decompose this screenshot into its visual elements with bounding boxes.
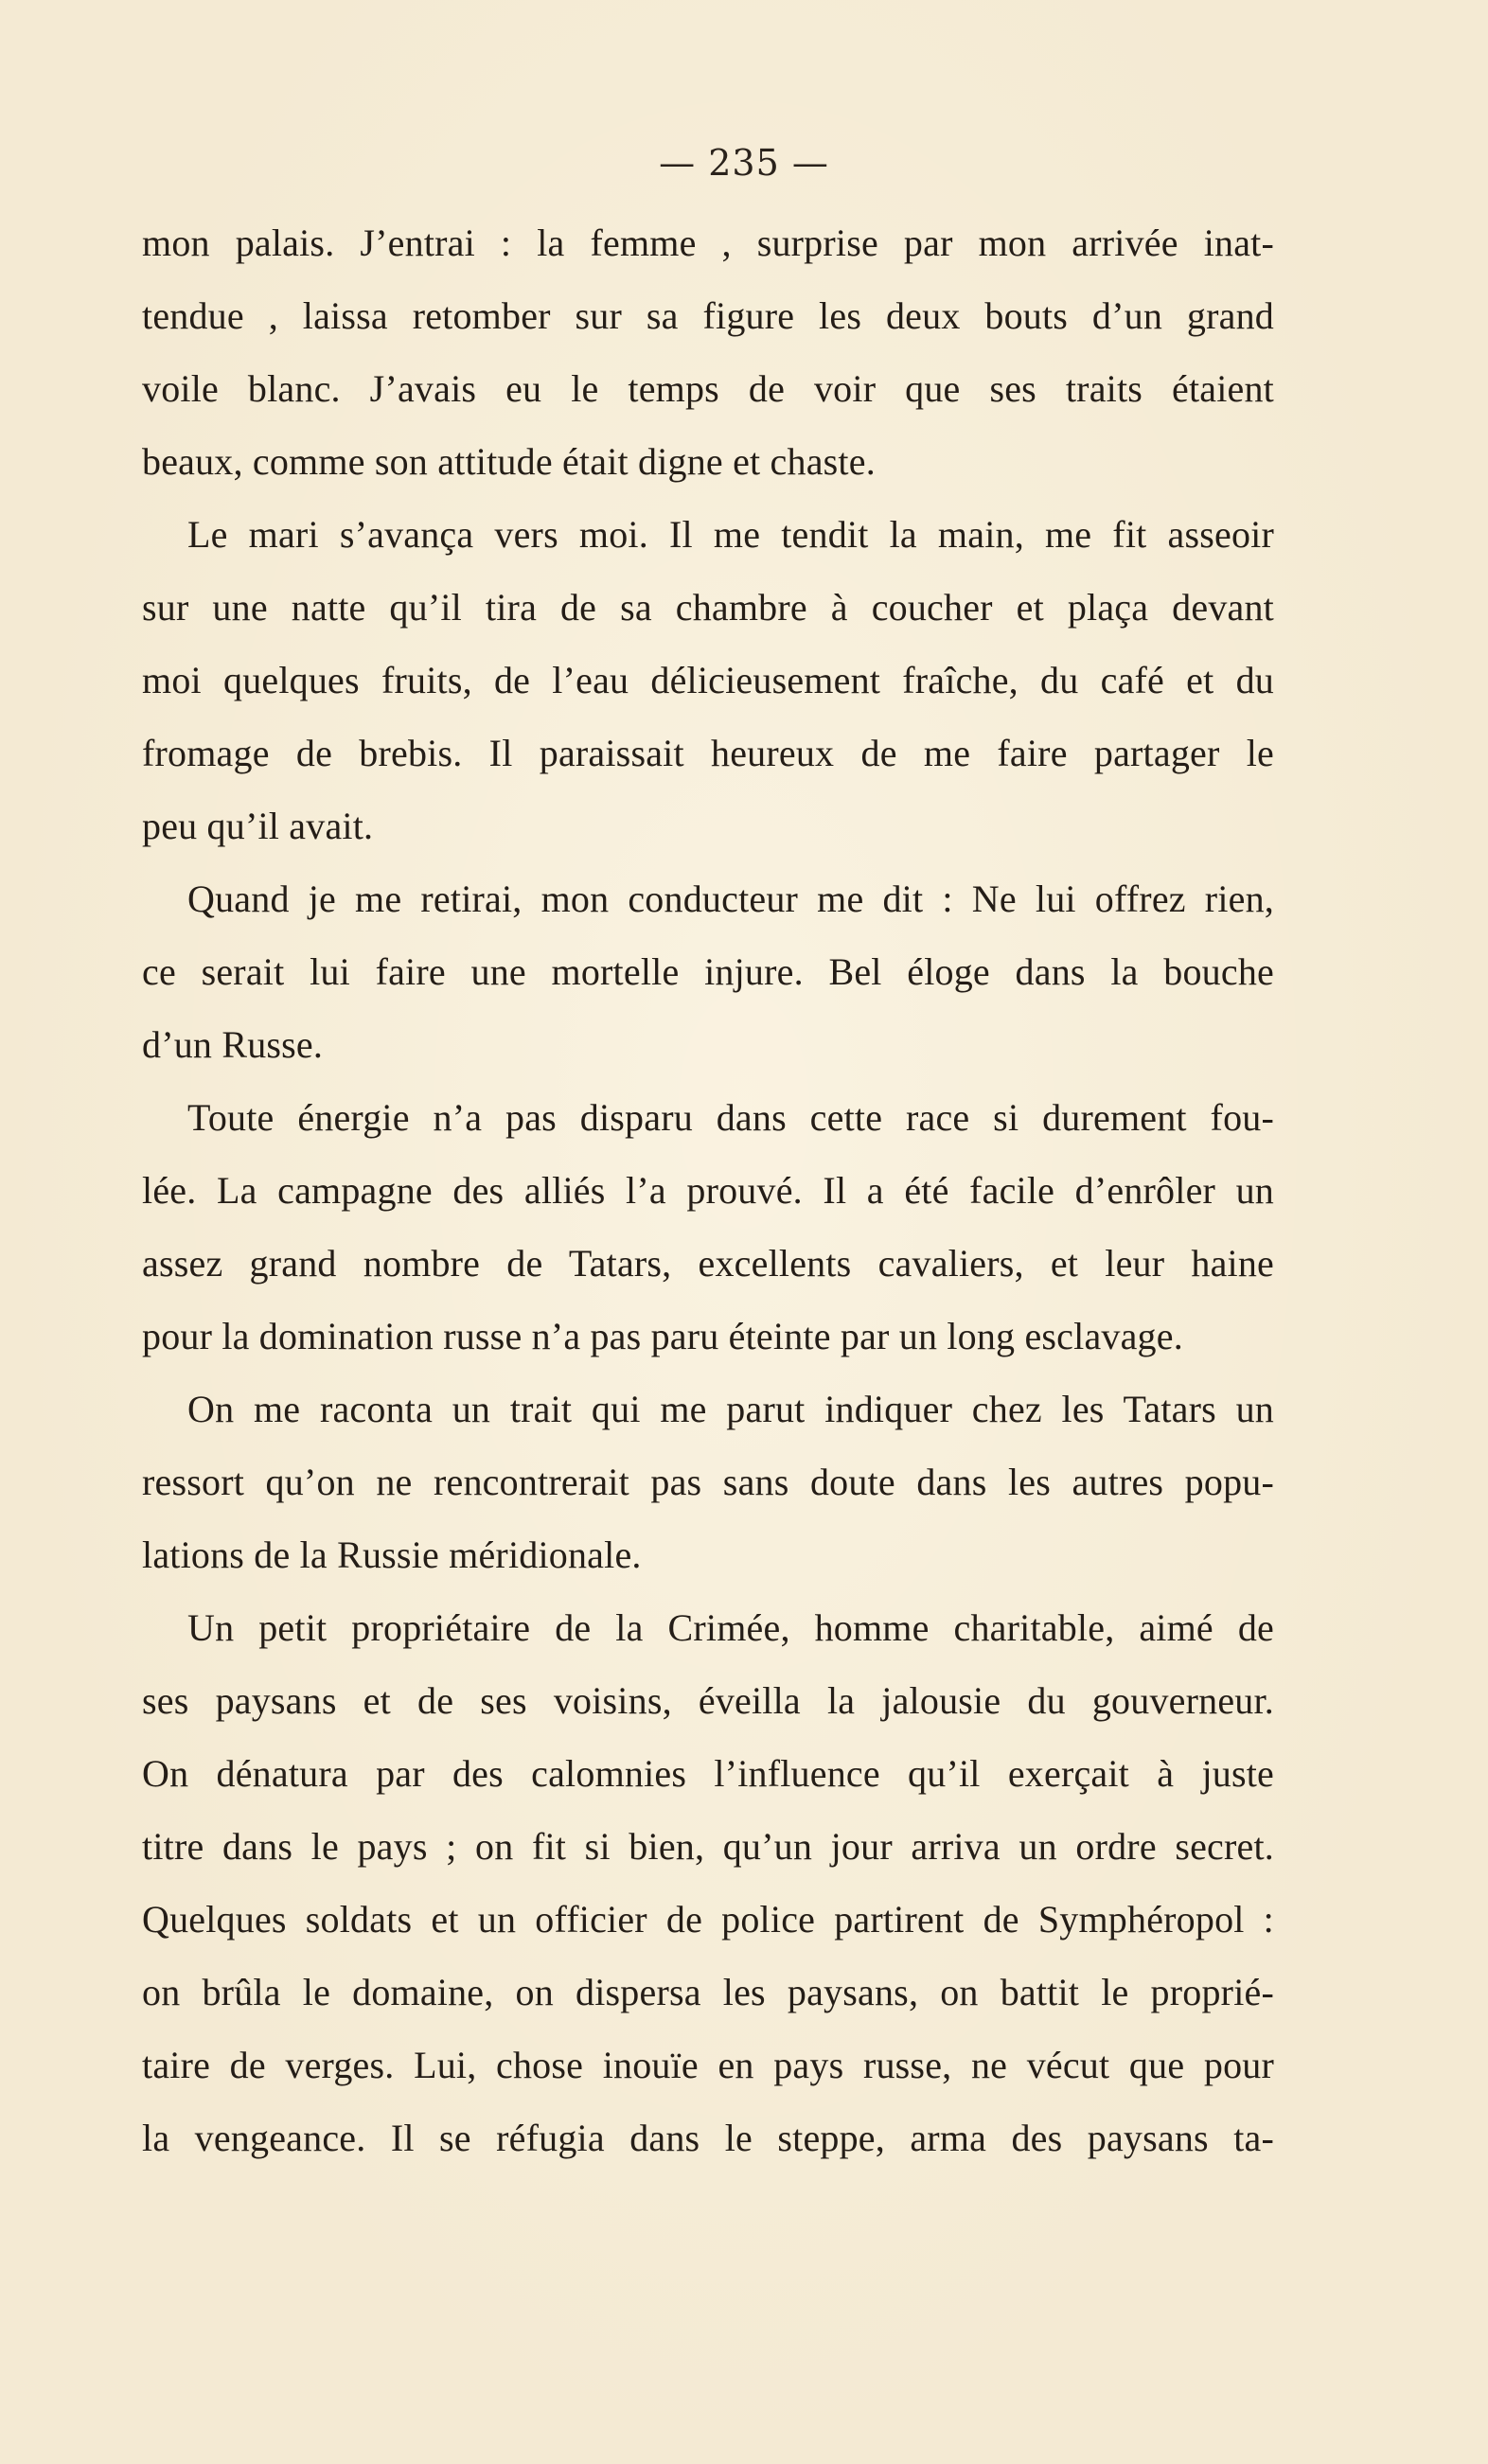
text-line: On me raconta un trait qui me parut indiquer chez les Tatars un: [187, 1388, 1274, 1430]
text-line: mon palais. J’entrai : la femme , surprise par mon arrivée inat-: [142, 222, 1274, 264]
text-line: titre dans le pays ; on fit si bien, qu’un jour arriva un ordre secret.: [142, 1825, 1274, 1868]
text-line: tendue , laissa retomber sur sa figure les deux bouts d’un grand: [142, 294, 1274, 337]
text-line: Le mari s’avança vers moi. Il me tendit la main, me fit asseoir: [187, 513, 1274, 556]
text-line: sur une natte qu’il tira de sa chambre à coucher et plaça devant: [142, 586, 1274, 629]
text-line: moi quelques fruits, de l’eau délicieusement fraîche, du café et du: [142, 659, 1274, 701]
text-line: lée. La campagne des alliés l’a prouvé. Il a été facile d’enrôler un: [142, 1169, 1274, 1212]
text-line: On dénatura par des calomnies l’influence qu’il exerçait à juste: [142, 1752, 1274, 1795]
text-line: Quelques soldats et un officier de police partirent de Symphéropol :: [142, 1898, 1274, 1941]
text-line: fromage de brebis. Il paraissait heureux de me faire partager le: [142, 732, 1274, 774]
text-line: ses paysans et de ses voisins, éveilla la jalousie du gouverneur.: [142, 1679, 1274, 1722]
text-line: ce serait lui faire une mortelle injure. Bel éloge dans la bouche: [142, 950, 1274, 993]
text-line: peu qu’il avait.: [142, 805, 374, 847]
text-line: ressort qu’on ne rencontrerait pas sans doute dans les autres popu-: [142, 1461, 1274, 1503]
text-line: Un petit propriétaire de la Crimée, homme charitable, aimé de: [187, 1606, 1274, 1649]
text-line: lations de la Russie méridionale.: [142, 1533, 642, 1576]
text-line: beaux, comme son attitude était digne et chaste.: [142, 440, 876, 483]
text-line: Toute énergie n’a pas disparu dans cette race si durement fou-: [187, 1096, 1274, 1139]
text-line: pour la domination russe n’a pas paru éteinte par un long esclavage.: [142, 1315, 1183, 1357]
text-line: la vengeance. Il se réfugia dans le steppe, arma des paysans ta-: [142, 2117, 1274, 2159]
text-line: on brûla le domaine, on dispersa les paysans, on battit le proprié-: [142, 1971, 1274, 2013]
page-number: — 235 —: [659, 142, 829, 184]
text-line: assez grand nombre de Tatars, excellents cavaliers, et leur haine: [142, 1242, 1274, 1285]
text-line: d’un Russe.: [142, 1023, 324, 1066]
body-text: [142, 206, 1274, 2174]
text-line: voile blanc. J’avais eu le temps de voir que ses traits étaient: [142, 367, 1274, 410]
text-line: taire de verges. Lui, chose inouïe en pays russe, ne vécut que pour: [142, 2044, 1274, 2086]
text-line: Quand je me retirai, mon conducteur me dit : Ne lui offrez rien,: [187, 877, 1274, 920]
